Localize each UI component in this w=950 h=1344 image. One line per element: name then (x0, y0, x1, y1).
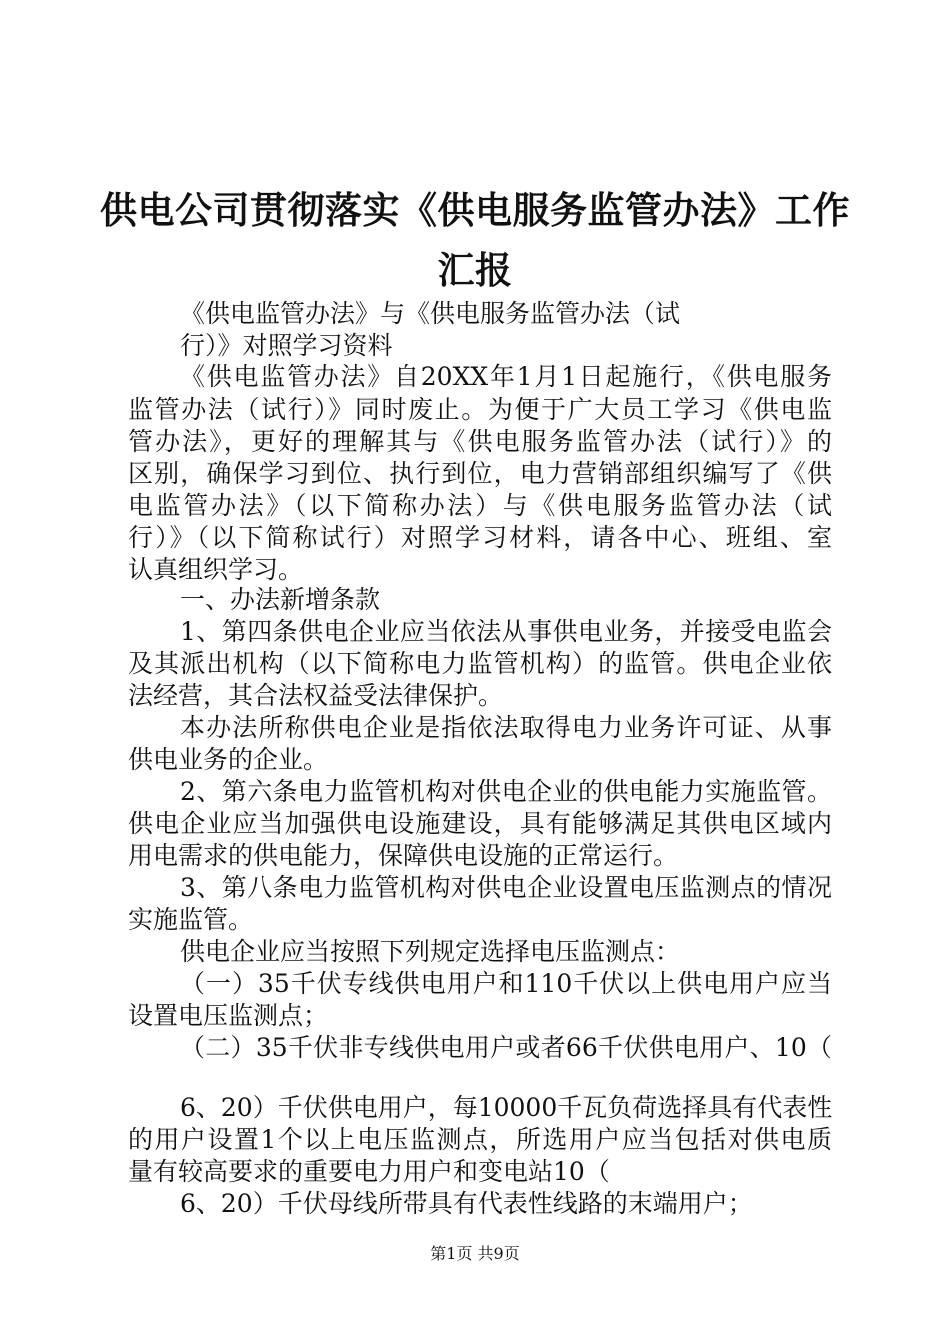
paragraph-line: 2、第六条电力监管机构对供电企业的供电能力实施监管。 (180, 777, 832, 806)
paragraph-line: 供电企业应当按照下列规定选择电压监测点： (180, 937, 681, 966)
paragraph-line: 及其派出机构（以下简称电力监管机构）的监管。供电企业依 (128, 649, 832, 678)
paragraph-line: 区别，确保学习到位、执行到位，电力营销部组织编写了《供 (128, 459, 832, 488)
paragraph-line: 用电需求的供电能力，保障供电设施的正常运行。 (128, 841, 679, 870)
page-footer: 第1页 共9页 (430, 1244, 520, 1263)
paragraph-line: （一）35千伏专线供电用户和110千伏以上供电用户应当 (180, 969, 832, 998)
paragraph-line: 的用户设置1个以上电压监测点，所选用户应当包括对供电质 (128, 1125, 832, 1154)
subtitle-line-2: 行）》对照学习资料 (180, 331, 393, 360)
document-title-line-1: 供电公司贯彻落实《供电服务监管办法》工作 (100, 188, 850, 232)
paragraph-line: 本办法所称供电企业是指依法取得电力业务许可证、从事 (180, 713, 832, 742)
paragraph-line: 电监管办法》（以下简称办法）与《供电服务监管办法（试 (128, 491, 832, 520)
paragraph-line: 认真组织学习。 (128, 555, 304, 584)
paragraph-line: 供电业务的企业。 (128, 745, 329, 774)
paragraph-line: 行）》（以下简称试行）对照学习材料，请各中心、班组、室 (128, 523, 832, 552)
paragraph-line: 管办法》，更好的理解其与《供电服务监管办法（试行）》的 (128, 427, 832, 456)
paragraph-line: 6、20）千伏母线所带具有代表性线路的末端用户； (180, 1189, 753, 1218)
paragraph-line: 3、第八条电力监管机构对供电企业设置电压监测点的情况 (180, 873, 832, 902)
paragraph-line: 实施监管。 (128, 905, 254, 934)
paragraph-line: 法经营，其合法权益受法律保护。 (128, 681, 504, 710)
paragraph-line: 量有较高要求的重要电力用户和变电站10（ (128, 1157, 610, 1186)
paragraph-line: 1、第四条供电企业应当依法从事供电业务，并接受电监会 (180, 617, 832, 646)
paragraph-line: 《供电监管办法》自20XX年1月1日起施行，《供电服务 (180, 362, 832, 391)
section-heading: 一、办法新增条款 (180, 585, 381, 614)
paragraph-line: （二）35千伏非专线供电用户或者66千伏供电用户、10（ (180, 1033, 832, 1062)
paragraph-line: 供电企业应当加强供电设施建设，具有能够满足其供电区域内 (128, 809, 832, 838)
subtitle-line-1: 《供电监管办法》与《供电服务监管办法（试 (180, 299, 681, 328)
paragraph-line: 监管办法（试行）》同时废止。为便于广大员工学习《供电监 (128, 395, 832, 424)
document-title-line-2: 汇报 (437, 248, 513, 292)
paragraph-line: 设置电压监测点； (128, 1001, 329, 1030)
paragraph-line: 6、20）千伏供电用户，每10000千瓦负荷选择具有代表性 (180, 1093, 833, 1122)
